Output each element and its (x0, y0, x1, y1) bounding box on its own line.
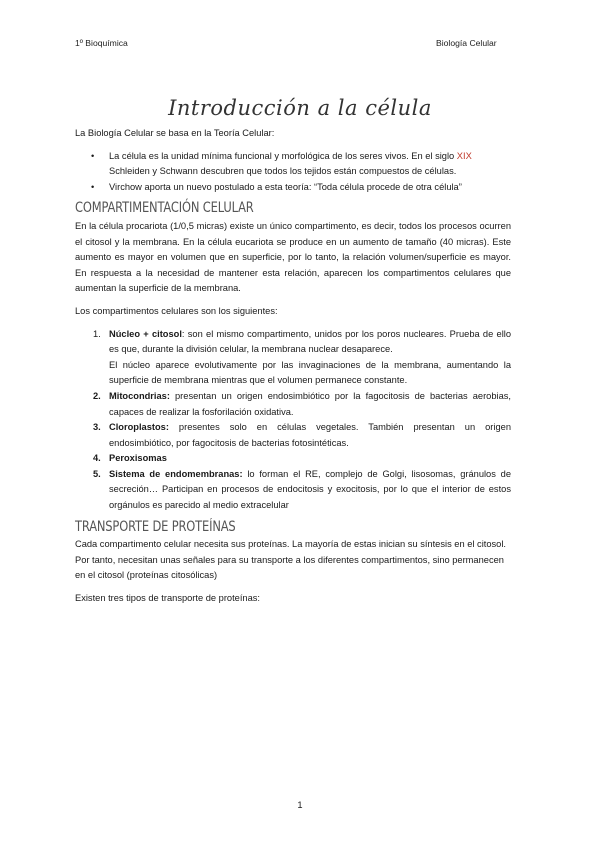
item-text: : son el mismo compartimento, unidos por los poros nucleares. Prueba de ello es que, durante la división celular, la membrana nuclear desaparece. (109, 328, 511, 355)
item-term: Mitocondrias: (109, 390, 170, 401)
section1-paragraph: En la célula procariota (1/0,5 micras) existe un único compartimento, es decir, todos los procesos ocurren el citosol y la membrana. En la célula eucariota se produce en un aumento de tamaño (40 micras). Este aumento es mayor en volumen que en superficie, por lo tanto, la relación volumen/superficie es mayor. En respuesta a la necesidad de mantener esta relación, aparecen los compartimentos celulares que aumentan la superficie de la membrana. (75, 220, 511, 294)
bullet-icon: • (91, 181, 95, 192)
item-number: 3. (93, 422, 101, 433)
header-subject: Biología Celular (436, 38, 497, 48)
list-item (75, 420, 511, 451)
item-number: 2. (93, 390, 101, 401)
bullet-text: La célula es la unidad mínima funcional y morfológica de los seres vivos. En el siglo XIX Schleiden y Schwann descubren que todos los tejidos están compuestos de células. (109, 150, 472, 177)
list-item (75, 327, 511, 389)
item-term: Cloroplastos: (109, 422, 169, 433)
item-extra-text: El núcleo aparece evolutivamente por las invaginaciones de la membrana, aumentando la superficie de membrana mientras que el volumen permanece constante. (109, 359, 511, 386)
item-term: Núcleo + citosol (109, 328, 182, 339)
list-item (75, 451, 511, 467)
section-heading-protein-transport: TRANSPORTE DE PROTEÍNAS (75, 518, 236, 535)
item-text: presentes solo en células vegetales. También presentan un origen endosimbiótico, por fagocitosis de bacterias fotosintéticas. (109, 422, 511, 448)
item-term: Peroxisomas (109, 453, 167, 464)
item-number: 1. (93, 328, 101, 339)
list-item (75, 180, 511, 196)
item-number: 4. (93, 453, 101, 464)
list-item (75, 149, 511, 180)
theory-bullets (75, 149, 511, 196)
bullet-icon: • (91, 150, 95, 161)
item-text: presentan un origen endosimbiótico por la fagocitosis de bacterias aerobias, capaces de realizar la fosforilación oxidativa. (109, 390, 511, 417)
list-item (75, 389, 511, 420)
header-course: 1º Bioquímica (75, 38, 128, 48)
page-title: Introducción a la célula (168, 96, 432, 121)
intro-text: La Biología Celular se basa en la Teoría Celular: (75, 128, 275, 138)
compartments-list (75, 327, 511, 514)
section1-list-intro: Los compartimentos celulares son los siguientes: (75, 305, 278, 316)
item-number: 5. (93, 468, 101, 479)
main-content (75, 126, 511, 607)
bullet-text: Virchow aporta un nuevo postulado a esta teoría: “Toda célula procede de otra célula” (109, 181, 462, 192)
section-heading-compartmentation: COMPARTIMENTACIÓN CELULAR (75, 200, 254, 217)
item-term: Sistema de endomembranas: (109, 468, 243, 479)
page-number: 1 (297, 800, 303, 810)
list-item (75, 467, 511, 514)
section2-list-intro: Existen tres tipos de transporte de proteínas: (75, 593, 261, 604)
section2-paragraph: Cada compartimento celular necesita sus proteínas. La mayoría de estas inician su síntesis en el citosol. Por tanto, necesitan unas señales para su transporte a los diferentes compartimentos, sino permanecen en el citosol (proteínas citosólicas) (75, 539, 506, 581)
item-text: lo forman el RE, complejo de Golgi, lisosomas, gránulos de secreción… Participan en procesos de endocitosis y exocitosis, por lo que el interior de estos orgánulos es parecido al medio extracelular (109, 468, 511, 511)
century-highlight: XIX (456, 150, 472, 161)
